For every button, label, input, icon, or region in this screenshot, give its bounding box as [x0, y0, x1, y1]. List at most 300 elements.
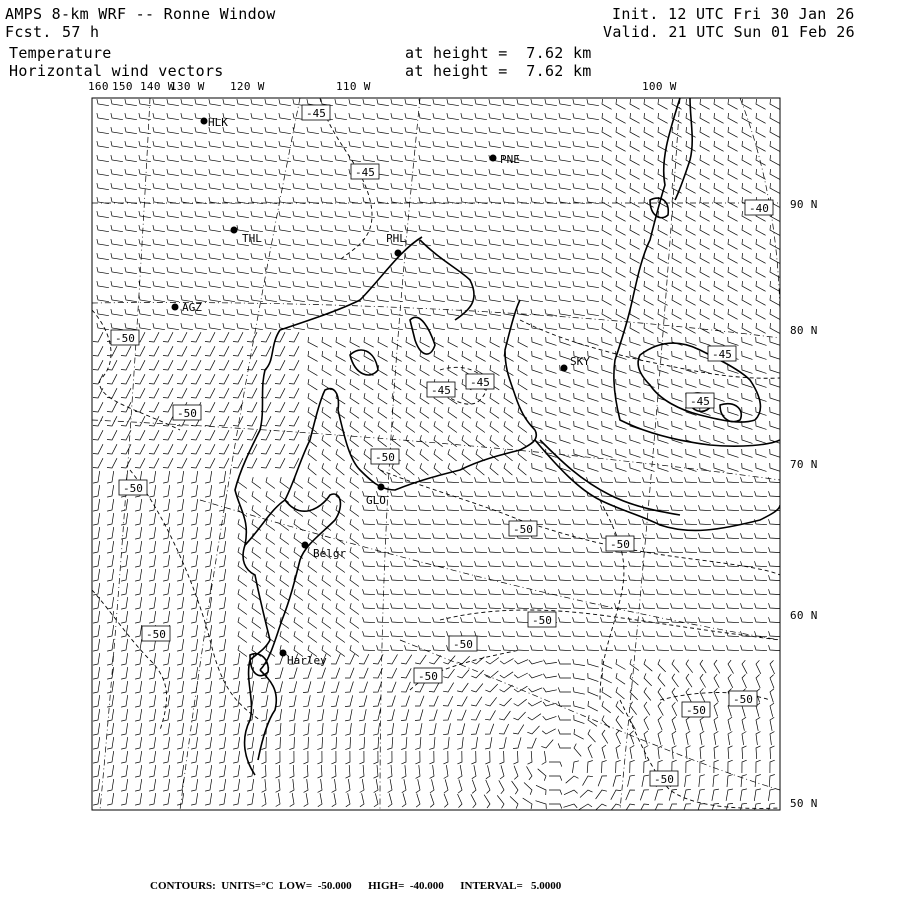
wind-barb [107, 793, 114, 805]
wind-barb [700, 225, 710, 235]
wind-barb [644, 141, 654, 151]
wind-barb [602, 127, 612, 137]
wind-barb [191, 653, 198, 665]
wind-barb [279, 295, 291, 302]
wind-barb [275, 667, 283, 678]
wind-barb [609, 804, 621, 813]
wind-barb [756, 309, 766, 319]
wind-barb [429, 751, 434, 764]
wind-barb [107, 597, 114, 609]
wind-barb [672, 393, 683, 401]
wind-barb [247, 458, 257, 468]
wind-barb [700, 127, 710, 137]
wind-barb [527, 738, 536, 748]
wind-barb [392, 463, 400, 475]
wind-barb [153, 295, 165, 302]
wind-barb [657, 561, 670, 567]
wind-barb [93, 555, 100, 567]
wind-barb [237, 253, 249, 260]
wind-barb [629, 589, 642, 595]
wind-barb [754, 803, 761, 815]
wind-barb [177, 430, 187, 440]
wind-barb [149, 388, 159, 398]
wind-barb [630, 673, 638, 685]
wind-barb [514, 699, 527, 706]
forecast-label: Fcst. [5, 23, 52, 41]
wind-barb [587, 155, 599, 162]
wind-barb [714, 99, 724, 109]
wind-barb [560, 435, 571, 443]
wind-barb [378, 463, 386, 475]
wind-barb [265, 183, 277, 190]
wind-barb [149, 374, 159, 384]
wind-barb [490, 337, 500, 347]
wind-barb [769, 491, 782, 497]
wind-barb [517, 211, 529, 218]
wind-barb [489, 267, 501, 274]
wind-barb [503, 561, 516, 567]
wind-barb [770, 703, 774, 717]
wind-barb [433, 519, 446, 525]
wind-barb [195, 323, 207, 330]
wind-barb [531, 477, 544, 483]
wind-barb [177, 569, 184, 581]
wind-barb [558, 715, 571, 720]
wind-barb [700, 323, 710, 333]
wind-barb [644, 267, 654, 277]
wind-barb [167, 295, 179, 302]
wind-barb [195, 127, 207, 134]
wind-barb [727, 547, 740, 553]
wind-barb [669, 789, 677, 800]
wind-barb [252, 631, 261, 642]
wind-barb [523, 798, 532, 809]
wind-barb [363, 99, 375, 106]
wind-barb [237, 99, 249, 106]
wind-barb [321, 295, 333, 302]
wind-barb [741, 589, 754, 595]
wind-barb [293, 239, 305, 246]
wind-barb [125, 239, 137, 246]
wind-barb [377, 211, 389, 218]
wind-barb [293, 253, 305, 260]
wind-barb [602, 141, 612, 151]
wind-barb [489, 281, 501, 288]
wind-barb [700, 337, 711, 345]
wind-barb [699, 645, 712, 651]
wind-barb [489, 225, 501, 232]
wind-barb [350, 463, 358, 475]
wind-barb [237, 183, 249, 190]
wind-barb [531, 127, 543, 134]
wind-barb [756, 253, 766, 263]
wind-barb [489, 183, 501, 190]
wind-barb [265, 99, 277, 106]
wind-barb [163, 541, 170, 553]
wind-barb [345, 695, 353, 706]
wind-barb [135, 416, 145, 426]
wind-barb [587, 169, 599, 176]
wind-barb [163, 765, 170, 777]
station-marker-pne [490, 155, 497, 162]
wind-barb [630, 407, 641, 415]
wind-barb [289, 458, 299, 468]
wind-barb [549, 776, 562, 781]
wind-barb [332, 793, 336, 807]
wind-barb [739, 803, 747, 814]
wind-barb [658, 281, 668, 291]
wind-barb [335, 239, 347, 246]
wind-barb [191, 751, 198, 763]
wind-barb [500, 685, 513, 692]
wind-barb [111, 267, 123, 274]
wind-barb [756, 760, 761, 773]
wind-barb [714, 688, 718, 702]
wind-barb [444, 779, 448, 793]
wind-barb [742, 239, 752, 249]
wind-barb [658, 127, 668, 137]
wind-barb [672, 660, 679, 673]
wind-barb [293, 211, 305, 218]
wind-barb [205, 444, 215, 454]
wind-barb [658, 717, 662, 731]
wind-barb [149, 402, 159, 412]
wind-barb [644, 407, 655, 415]
wind-barb [559, 631, 572, 637]
wind-barb [658, 253, 668, 263]
wind-barb [756, 113, 766, 123]
wind-barb [107, 723, 114, 735]
wind-barb [461, 225, 473, 232]
wind-barb [658, 225, 668, 235]
wind-barb [149, 513, 156, 525]
wind-barb [700, 267, 710, 277]
wind-barb [727, 575, 740, 581]
wind-barb [728, 337, 739, 345]
wind-barb [756, 660, 761, 674]
wind-barb [755, 775, 761, 788]
wind-barb [177, 583, 184, 595]
wind-barb [93, 583, 100, 595]
wind-barb [219, 499, 226, 511]
wind-barb [658, 702, 663, 716]
wind-barb [335, 169, 347, 176]
wind-barb [107, 569, 114, 581]
wind-barb [725, 803, 733, 814]
wind-barb [545, 323, 557, 330]
wind-barb [770, 351, 781, 359]
wind-barb [419, 631, 432, 637]
wind-barb [209, 253, 221, 260]
wind-barb [321, 183, 333, 190]
wind-barb [484, 795, 490, 808]
wind-barb [350, 393, 359, 404]
wind-barb [293, 295, 305, 302]
wind-barb [191, 374, 201, 384]
wind-barb [262, 765, 267, 778]
wind-barb [476, 337, 486, 347]
wind-barb [602, 745, 606, 759]
wind-barb [714, 239, 724, 249]
wind-barb [713, 505, 726, 511]
wind-barb [714, 435, 725, 443]
wind-barb [742, 183, 752, 193]
wind-barb [195, 183, 207, 190]
wind-barb [671, 533, 684, 539]
svg-text:-40: -40 [749, 202, 769, 215]
wind-barb [728, 463, 739, 471]
wind-barb [149, 471, 156, 483]
wind-barb [363, 155, 375, 162]
wind-barb [237, 127, 249, 134]
wind-barb [532, 463, 543, 471]
wind-barb [205, 374, 215, 384]
wind-barb [756, 295, 766, 305]
wind-barb [546, 379, 557, 387]
wind-barb [294, 491, 303, 502]
wind-barb [630, 435, 641, 443]
wind-barb [191, 332, 201, 342]
wind-barb [699, 533, 712, 539]
wind-barb [163, 360, 173, 370]
wind-barb [672, 309, 682, 319]
wind-barb [377, 99, 389, 106]
wind-barb [135, 723, 142, 735]
wind-barb [671, 589, 684, 595]
wind-barb [266, 589, 275, 600]
wind-barb [476, 421, 485, 432]
wind-barb [107, 513, 114, 525]
wind-barb [307, 253, 319, 260]
wind-barb [559, 113, 571, 120]
wind-barb [700, 197, 710, 207]
wind-barb [499, 780, 504, 794]
wind-barb [490, 421, 499, 432]
wind-barb [111, 225, 123, 232]
wind-barb [349, 113, 361, 120]
wind-barb [163, 388, 173, 398]
coastline [420, 240, 474, 320]
wind-barb [401, 751, 406, 764]
svg-text:-45: -45 [355, 166, 375, 179]
wind-barb [542, 751, 546, 764]
wind-barb [149, 444, 159, 454]
wind-barb [307, 239, 319, 246]
wind-barb [405, 225, 417, 232]
wind-barb [205, 695, 212, 707]
svg-text:-45: -45 [470, 376, 490, 389]
wind-barb [433, 309, 445, 316]
wind-barb [107, 765, 114, 777]
wind-barb [602, 281, 612, 291]
wind-barb [616, 365, 627, 373]
wind-barb [336, 337, 346, 347]
wind-barb [391, 141, 403, 148]
wind-barb [107, 779, 114, 791]
wind-barb [461, 99, 473, 106]
wind-barb [349, 99, 361, 106]
wind-barb [644, 688, 651, 701]
wind-barb [700, 660, 706, 673]
wind-barb [219, 346, 229, 356]
wind-barb [769, 617, 782, 623]
wind-barb [742, 225, 752, 235]
wind-barb [181, 267, 193, 274]
wind-barb [93, 737, 100, 749]
wind-barb [559, 533, 572, 539]
wind-barb [490, 435, 499, 447]
wind-barb [686, 365, 697, 373]
wind-barb [671, 561, 684, 567]
wind-barb [433, 323, 445, 330]
wind-barb [373, 751, 378, 764]
wind-barb [616, 449, 627, 457]
wind-barb [336, 575, 345, 586]
wind-barb [475, 519, 488, 525]
wind-barb [601, 603, 614, 609]
wind-barb [420, 435, 429, 447]
wind-barb [714, 660, 720, 673]
wind-barb [503, 267, 515, 274]
wind-barb [742, 99, 752, 109]
wind-barb [205, 332, 215, 342]
wind-barb [475, 295, 487, 302]
wind-barb [699, 519, 712, 525]
svg-text:-45: -45 [431, 384, 451, 397]
wind-barb [574, 337, 585, 345]
wind-barb [135, 444, 145, 454]
wind-barb [616, 393, 627, 401]
wind-barb [699, 491, 712, 497]
wind-barb [700, 239, 710, 249]
wind-barb [517, 603, 530, 609]
wind-barb [415, 696, 424, 706]
wind-barb [405, 505, 418, 511]
wind-barb [543, 702, 557, 706]
wind-barb [531, 505, 544, 511]
wind-barb [545, 589, 558, 595]
wind-barb [177, 597, 184, 609]
island [410, 317, 435, 354]
wind-barb [153, 113, 165, 120]
wind-barb [587, 267, 599, 274]
wind-barb [167, 225, 179, 232]
wind-barb [643, 603, 656, 609]
wind-barb [304, 765, 309, 778]
wind-barb [699, 477, 712, 483]
wind-barb [223, 155, 235, 162]
wind-barb [756, 365, 767, 373]
wind-barb [107, 499, 114, 511]
wind-barb [545, 519, 558, 525]
wind-barb [462, 421, 471, 432]
wind-barb [135, 695, 142, 707]
wind-barb [529, 660, 543, 664]
wind-barb [514, 766, 518, 780]
wind-barb [321, 253, 333, 260]
wind-barb [265, 323, 277, 330]
wind-barb [406, 393, 415, 404]
wind-barb [279, 183, 291, 190]
wind-barb [742, 732, 746, 745]
wind-barb [727, 645, 740, 651]
wind-barb [275, 737, 280, 750]
wind-barb [205, 402, 215, 412]
wind-barb [602, 169, 612, 179]
wind-barb [433, 645, 446, 651]
wind-barb [769, 775, 775, 788]
coastline [505, 300, 535, 430]
svg-text:-50: -50 [418, 670, 438, 683]
wind-barb [336, 351, 346, 361]
wind-barb [574, 435, 585, 443]
wind-barb [275, 751, 280, 764]
wind-barb [363, 645, 376, 651]
wind-barb [233, 695, 240, 707]
wind-barb [252, 603, 261, 614]
wind-barb [527, 766, 533, 780]
wind-barb [107, 625, 114, 637]
wind-barb [587, 761, 593, 774]
wind-barb [630, 449, 641, 457]
wind-barb [279, 267, 291, 274]
wind-barb [237, 267, 249, 274]
wind-barb [700, 688, 705, 702]
wind-barb [700, 169, 710, 179]
wind-barb [163, 430, 173, 440]
wind-barb [153, 169, 165, 176]
wind-barb [489, 99, 501, 106]
wind-barb [644, 281, 654, 291]
wind-barb [279, 309, 291, 316]
wind-barb [573, 631, 586, 637]
wind-barb [756, 127, 766, 137]
wind-barb [93, 374, 103, 384]
wind-barb [770, 141, 780, 151]
wind-barb [476, 351, 486, 361]
wind-barb [331, 682, 339, 693]
wind-barb [461, 239, 473, 246]
wind-barb [644, 365, 655, 373]
wind-barb [377, 533, 390, 539]
contour-label [650, 771, 678, 786]
wind-barb [559, 155, 571, 162]
wind-barb [517, 99, 529, 106]
contour-label [142, 626, 170, 641]
wind-barb [233, 723, 240, 735]
wind-barb [349, 155, 361, 162]
wind-barb [93, 709, 100, 721]
wind-barb [317, 723, 323, 735]
wind-barb [728, 113, 738, 123]
wind-barb [461, 505, 474, 511]
wind-barb [163, 458, 173, 468]
wind-barb [205, 416, 215, 426]
wind-barb [303, 668, 311, 679]
wind-barb [587, 183, 599, 190]
wind-barb [149, 583, 156, 595]
wind-barb [616, 127, 626, 137]
wind-barb [503, 575, 516, 581]
latitude-line-50n [400, 640, 780, 790]
wind-barb [458, 780, 462, 794]
lon-label-120w: 120 W [230, 80, 265, 93]
wind-barb [181, 127, 193, 134]
wind-barb [205, 681, 212, 693]
wind-barb [490, 393, 499, 404]
wind-barb [290, 765, 295, 778]
wind-barb [644, 337, 655, 345]
